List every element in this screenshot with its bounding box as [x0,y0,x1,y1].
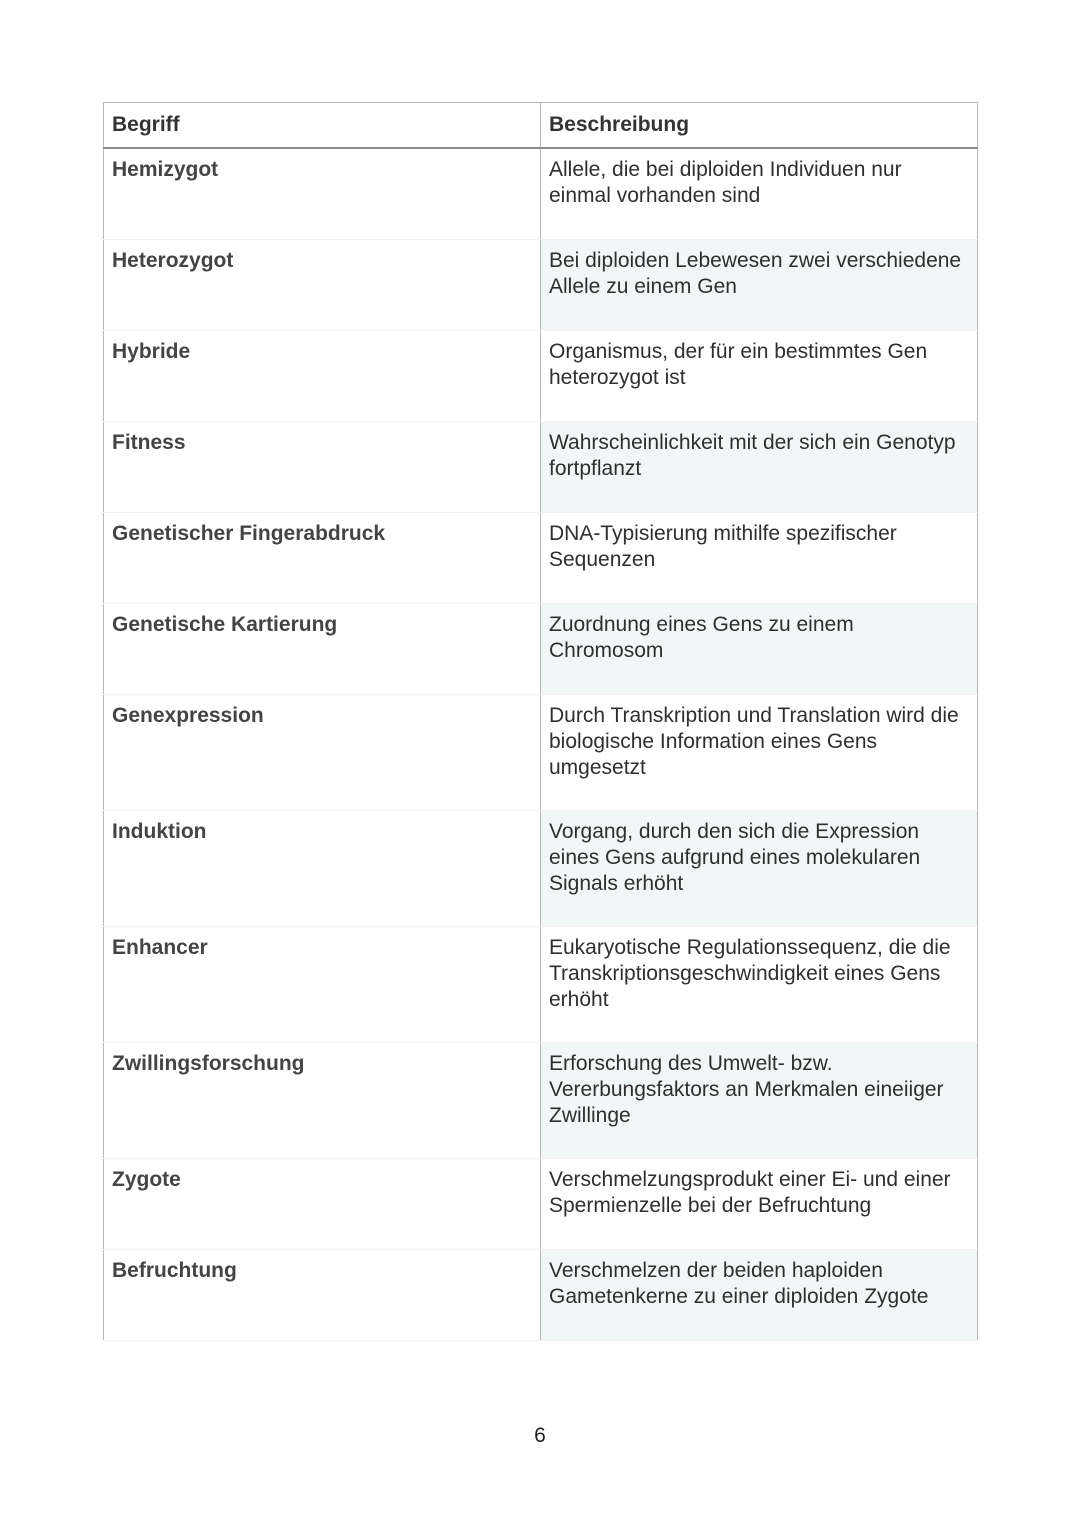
table-row [104,421,978,512]
description-cell: Eukaryotische Regulationssequenz, die die Transkriptionsgeschwindigkeit eines Gens erhöht [541,926,978,1042]
description-cell: Organismus, der für ein bestimmtes Gen heterozygot ist [541,330,978,421]
term-cell: Induktion [104,810,541,926]
term-cell: Fitness [104,421,541,512]
table-row [104,1158,978,1249]
term-cell: Genetischer Fingerabdruck [104,512,541,603]
table-row [104,603,978,694]
description-cell: Zuordnung eines Gens zu einem Chromosom [541,603,978,694]
table-row [104,1249,978,1340]
term-cell: Genetische Kartierung [104,603,541,694]
term-cell: Zwillingsforschung [104,1042,541,1158]
table-row [104,694,978,810]
column-header-description: Beschreibung [541,103,978,149]
column-header-term: Begriff [104,103,541,149]
table-row [104,330,978,421]
description-cell: Erforschung des Umwelt- bzw. Vererbungsfaktors an Merkmalen eineiiger Zwillinge [541,1042,978,1158]
table-header-row [104,103,978,149]
term-cell: Heterozygot [104,239,541,330]
table-row [104,512,978,603]
table-row [104,1042,978,1158]
description-cell: Verschmelzungsprodukt einer Ei- und einer Spermienzelle bei der Befruchtung [541,1158,978,1249]
term-cell: Hybride [104,330,541,421]
term-cell: Befruchtung [104,1249,541,1340]
description-cell: Durch Transkription und Translation wird die biologische Information eines Gens umgesetzt [541,694,978,810]
term-cell: Zygote [104,1158,541,1249]
page-number: 6 [534,1424,546,1447]
table-row [104,926,978,1042]
description-cell: Allele, die bei diploiden Individuen nur einmal vorhanden sind [541,148,978,239]
description-cell: Vorgang, durch den sich die Expression eines Gens aufgrund eines molekularen Signals erhöht [541,810,978,926]
description-cell: Wahrscheinlichkeit mit der sich ein Genotyp fortpflanzt [541,421,978,512]
glossary-table [103,102,978,1341]
description-cell: Bei diploiden Lebewesen zwei verschiedene Allele zu einem Gen [541,239,978,330]
description-cell: Verschmelzen der beiden haploiden Gametenkerne zu einer diploiden Zygote [541,1249,978,1340]
description-cell: DNA-Typisierung mithilfe spezifischer Sequenzen [541,512,978,603]
table-row [104,239,978,330]
table-row [104,148,978,239]
table-row [104,810,978,926]
term-cell: Enhancer [104,926,541,1042]
term-cell: Hemizygot [104,148,541,239]
term-cell: Genexpression [104,694,541,810]
